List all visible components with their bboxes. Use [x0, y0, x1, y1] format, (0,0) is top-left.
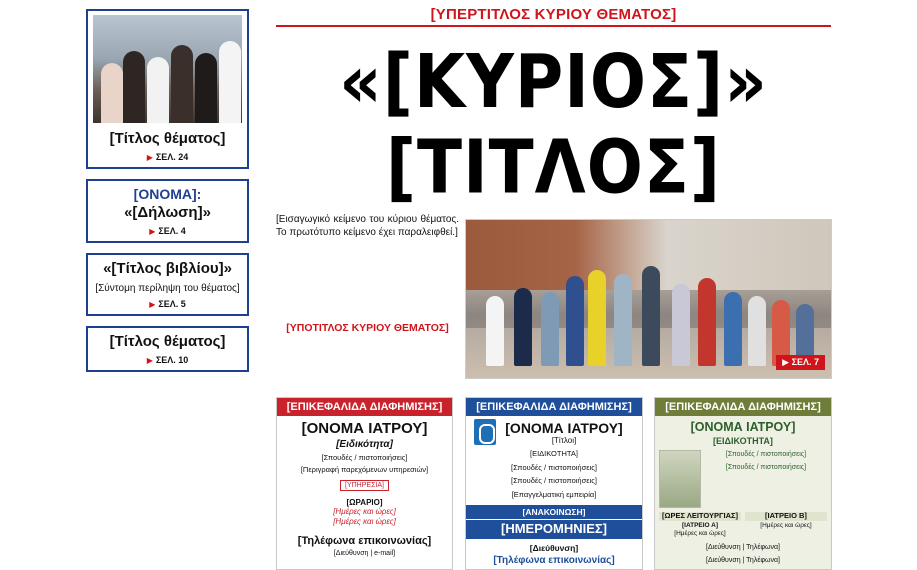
ad-specialty: [Ειδικότητα]	[336, 439, 393, 450]
ad-credentials: [Τίτλοι]	[551, 436, 577, 445]
ad-office-label: [ΙΑΤΡΕΙΟ Β]	[745, 512, 827, 521]
ad-address[interactable]: [Διεύθυνση]	[529, 543, 579, 554]
ad-credentials: [Σπουδές / πιστοποιήσεις]	[321, 453, 408, 462]
headline-strap: [ΥΠΕΡΤΙΤΛΟΣ ΚΥΡΙΟΥ ΘΕΜΑΤΟΣ]	[276, 6, 831, 27]
ad-doctor-name: [ΟΝΟΜΑ ΙΑΤΡΟΥ]	[505, 420, 623, 436]
ear-logo-icon	[474, 419, 496, 445]
ad-portrait-image	[659, 450, 701, 508]
arrow-right-icon: ▶	[782, 357, 792, 367]
ad-doctor-name: [ΟΝΟΜΑ ΙΑΤΡΟΥ]	[690, 420, 796, 434]
ad-secondary[interactable]	[465, 397, 643, 570]
ad-description: [Περιγραφή παρεχόμενων υπηρεσιών]	[300, 465, 429, 474]
page-reference: ▶ ΣΕΛ. 4	[149, 226, 186, 236]
ad-credentials: [Σπουδές / πιστοποιήσεις]	[511, 462, 597, 472]
teaser-body: [Σύντομη περίληψη του θέματος]	[95, 283, 240, 294]
teaser-photo-students	[93, 15, 242, 123]
ad-credentials: [Σπουδές / πιστοποιήσεις]	[725, 451, 807, 458]
lead-paragraph: [Εισαγωγικό κείμενο του κύριου θέματος. Το πρωτότυπο κείμενο έχει παραλειφθεί.]	[276, 214, 459, 238]
ad-hours-title: [ΩΡΑΡΙΟ]	[346, 498, 383, 507]
teaser-school-year[interactable]	[86, 9, 249, 169]
ad-hours-line: [Ημέρες και ώρες]	[333, 507, 396, 516]
ad-primary[interactable]	[276, 397, 453, 570]
ad-hours-heading: [ΩΡΕΣ ΛΕΙΤΟΥΡΓΙΑΣ]	[659, 512, 741, 521]
ad-header: [ΕΠΙΚΕΦΑΛΙΔΑ ΔΙΑΦΗΜΙΣΗΣ]	[655, 398, 831, 416]
ad-header: [ΕΠΙΚΕΦΑΛΙΔΑ ΔΙΑΦΗΜΙΣΗΣ]	[466, 398, 642, 416]
ad-phone[interactable]: [Τηλέφωνα επικοινωνίας]	[493, 555, 615, 567]
ad-doctor-name: [ΟΝΟΜΑ ΙΑΤΡΟΥ]	[301, 420, 428, 437]
ad-office-label: [ΙΑΤΡΕΙΟ Α]	[681, 521, 719, 529]
page-reference: ▶ ΣΕΛ. 5	[149, 299, 186, 309]
teaser-school-works[interactable]	[86, 326, 249, 372]
ad-phone[interactable]: [Τηλέφωνα επικοινωνίας]	[297, 535, 432, 547]
ad-announcement: [ΑΝΑΚΟΙΝΩΣΗ]	[466, 505, 642, 519]
teaser-title: [Τίτλος θέματος]	[109, 130, 226, 147]
ad-hours-line: [Ημέρες και ώρες]	[333, 517, 396, 526]
ad-dates: [ΗΜΕΡΟΜΗΝΙΕΣ]	[466, 519, 642, 539]
ad-hours-line: [Ημέρες και ώρες]	[760, 521, 812, 529]
arrow-right-icon: ▶	[149, 299, 156, 309]
ad-credentials: [Σπουδές / πιστοποιήσεις]	[725, 464, 807, 471]
ad-specialty: [ΕΙΔΙΚΟΤΗΤΑ]	[713, 436, 773, 446]
ad-hours-office-a	[659, 512, 741, 539]
photo-page-reference: ▶ ΣΕΛ. 7	[776, 355, 825, 370]
ad-experience: [Επαγγελματική εμπειρία]	[511, 489, 597, 499]
arrow-right-icon: ▶	[149, 226, 156, 236]
ad-hours-columns	[655, 512, 831, 539]
ad-credentials: [Σπουδές / πιστοποιήσεις]	[511, 476, 597, 486]
arrow-right-icon: ▶	[146, 355, 153, 365]
teaser-title: «[Τίτλος βιβλίου]»	[103, 260, 232, 277]
main-headline[interactable]	[276, 40, 831, 210]
teaser-plakias[interactable]	[86, 179, 249, 243]
headline-line-1: «[ΚΥΡΙΟΣ]»	[339, 38, 768, 126]
ad-address[interactable]: [Διεύθυνση | e-mail]	[333, 550, 396, 557]
ad-tertiary[interactable]	[654, 397, 832, 570]
teaser-title: [Τίτλος θέματος]	[109, 333, 226, 350]
teaser-album[interactable]	[86, 253, 249, 316]
teaser-kicker: [ΟΝΟΜΑ]:	[133, 186, 202, 202]
ad-address[interactable]: [Διεύθυνση | Τηλέφωνα]	[706, 556, 780, 564]
arrow-right-icon: ▶	[146, 152, 153, 162]
ad-hours-office-b	[745, 512, 827, 539]
ad-info	[705, 450, 827, 508]
ad-specialty: [ΕΙΔΙΚΟΤΗΤΑ]	[530, 449, 578, 458]
lead-subheading: [ΥΠΟΤΙΤΛΟΣ ΚΥΡΙΟΥ ΘΕΜΑΤΟΣ]	[286, 322, 449, 334]
headline-line-2: [ΤΙΤΛΟΣ]	[385, 124, 722, 211]
ad-header: [ΕΠΙΚΕΦΑΛΙΔΑ ΔΙΑΦΗΜΙΣΗΣ]	[277, 398, 452, 416]
ad-hours-line: [Ημέρες και ώρες]	[674, 530, 726, 537]
main-photo-schoolyard[interactable]	[465, 219, 832, 379]
ad-service-badge: [ΥΠΗΡΕΣΙΑ]	[340, 480, 389, 491]
ad-info-row	[655, 446, 831, 512]
ad-address[interactable]: [Διεύθυνση | Τηλέφωνα]	[706, 543, 780, 551]
page-reference: ▶ ΣΕΛ. 24	[146, 152, 189, 162]
left-column	[86, 9, 249, 382]
page-reference: ▶ ΣΕΛ. 10	[146, 355, 189, 365]
teaser-title: «[Δήλωση]»	[124, 204, 211, 221]
